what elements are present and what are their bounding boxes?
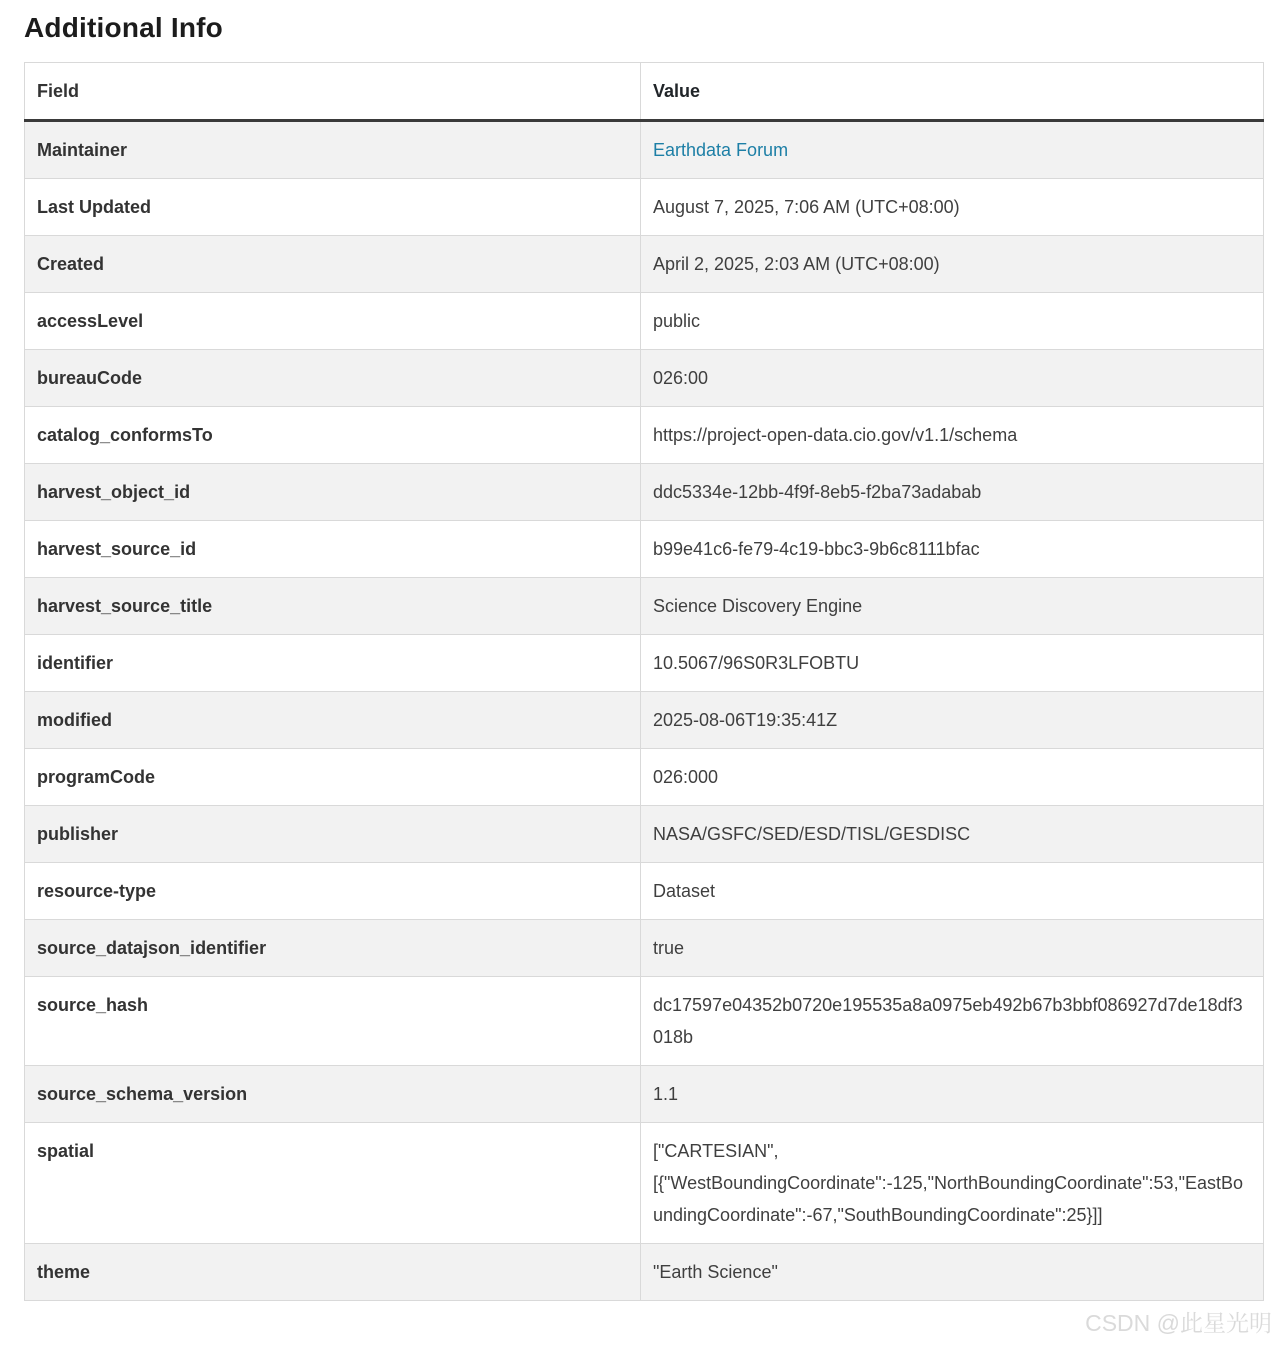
value-cell (641, 407, 1264, 464)
table-row (25, 464, 1264, 521)
field-cell: source_schema_version (25, 1066, 641, 1123)
value-text: August 7, 2025, 7:06 AM (UTC+08:00) (653, 197, 960, 217)
value-cell (641, 692, 1264, 749)
table-row (25, 749, 1264, 806)
page-title: Additional Info (24, 12, 223, 43)
table-row (25, 920, 1264, 977)
field-cell: harvest_object_id (25, 464, 641, 521)
field-cell: catalog_conformsTo (25, 407, 641, 464)
value-text: NASA/GSFC/SED/ESD/TISL/GESDISC (653, 824, 971, 844)
value-cell (641, 863, 1264, 920)
value-text: 026:000 (653, 767, 719, 787)
field-cell: Created (25, 236, 641, 293)
content-area (24, 11, 1264, 1301)
table-row (25, 1123, 1264, 1244)
field-cell: source_hash (25, 977, 641, 1066)
table-row (25, 407, 1264, 464)
field-cell: theme (25, 1244, 641, 1301)
value-text: public (653, 311, 701, 331)
field-cell: accessLevel (25, 293, 641, 350)
field-cell: harvest_source_id (25, 521, 641, 578)
table-row (25, 635, 1264, 692)
field-cell: bureauCode (25, 350, 641, 407)
table-row (25, 578, 1264, 635)
value-text: ddc5334e-12bb-4f9f-8eb5-f2ba73adabab (653, 482, 982, 502)
field-cell: spatial (25, 1123, 641, 1244)
table-row (25, 1244, 1264, 1301)
additional-info-table (24, 62, 1264, 1301)
value-text: https://project-open-data.cio.gov/v1.1/schema (653, 425, 1018, 445)
field-cell: Maintainer (25, 121, 641, 179)
table-row (25, 863, 1264, 920)
value-cell (641, 749, 1264, 806)
value-cell (641, 521, 1264, 578)
table-row (25, 1066, 1264, 1123)
table-row (25, 521, 1264, 578)
value-cell (641, 635, 1264, 692)
value-text: April 2, 2025, 2:03 AM (UTC+08:00) (653, 254, 940, 274)
value-cell (641, 1244, 1264, 1301)
table-row (25, 293, 1264, 350)
table-row (25, 350, 1264, 407)
table-row (25, 977, 1264, 1066)
field-cell: Last Updated (25, 179, 641, 236)
value-cell (641, 578, 1264, 635)
value-text: "Earth Science" (653, 1262, 778, 1282)
value-column-header: Value (641, 63, 1264, 121)
value-cell (641, 350, 1264, 407)
value-text: 026:00 (653, 368, 709, 388)
table-row (25, 692, 1264, 749)
value-cell (641, 179, 1264, 236)
value-text: Dataset (653, 881, 716, 901)
value-text: 2025-08-06T19:35:41Z (653, 710, 838, 730)
table-row (25, 179, 1264, 236)
field-cell: resource-type (25, 863, 641, 920)
table-body (25, 121, 1264, 1301)
value-cell (641, 806, 1264, 863)
value-cell (641, 121, 1264, 179)
earthdata-forum-link[interactable]: Earthdata Forum (653, 140, 789, 160)
field-cell: modified (25, 692, 641, 749)
field-cell: publisher (25, 806, 641, 863)
value-cell (641, 464, 1264, 521)
table-row (25, 806, 1264, 863)
value-text: Science Discovery Engine (653, 596, 863, 616)
value-cell (641, 236, 1264, 293)
field-cell: identifier (25, 635, 641, 692)
table-header (25, 63, 1264, 121)
value-cell (641, 293, 1264, 350)
table-header-row (25, 63, 1264, 121)
field-cell: harvest_source_title (25, 578, 641, 635)
value-text: ["CARTESIAN", [{"WestBoundingCoordinate":-125,"NorthBoundingCoordinate":53,"EastBoundingCoordinate":-67,"SouthBoundingCoordinate":25}]] (653, 1141, 1243, 1225)
value-text: b99e41c6-fe79-4c19-bbc3-9b6c8111bfac (653, 539, 980, 559)
value-text: 10.5067/96S0R3LFOBTU (653, 653, 860, 673)
value-cell (641, 1123, 1264, 1244)
value-text: dc17597e04352b0720e195535a8a0975eb492b67b3bbf086927d7de18df3018b (653, 995, 1243, 1047)
field-cell: programCode (25, 749, 641, 806)
csdn-watermark: CSDN @此星光明 (1085, 1310, 1272, 1336)
value-text: 1.1 (653, 1084, 679, 1104)
value-text: true (653, 938, 685, 958)
value-cell (641, 977, 1264, 1066)
table-row (25, 236, 1264, 293)
value-cell (641, 1066, 1264, 1123)
value-cell (641, 920, 1264, 977)
field-column-header: Field (25, 63, 641, 121)
table-row (25, 121, 1264, 179)
field-cell: source_datajson_identifier (25, 920, 641, 977)
